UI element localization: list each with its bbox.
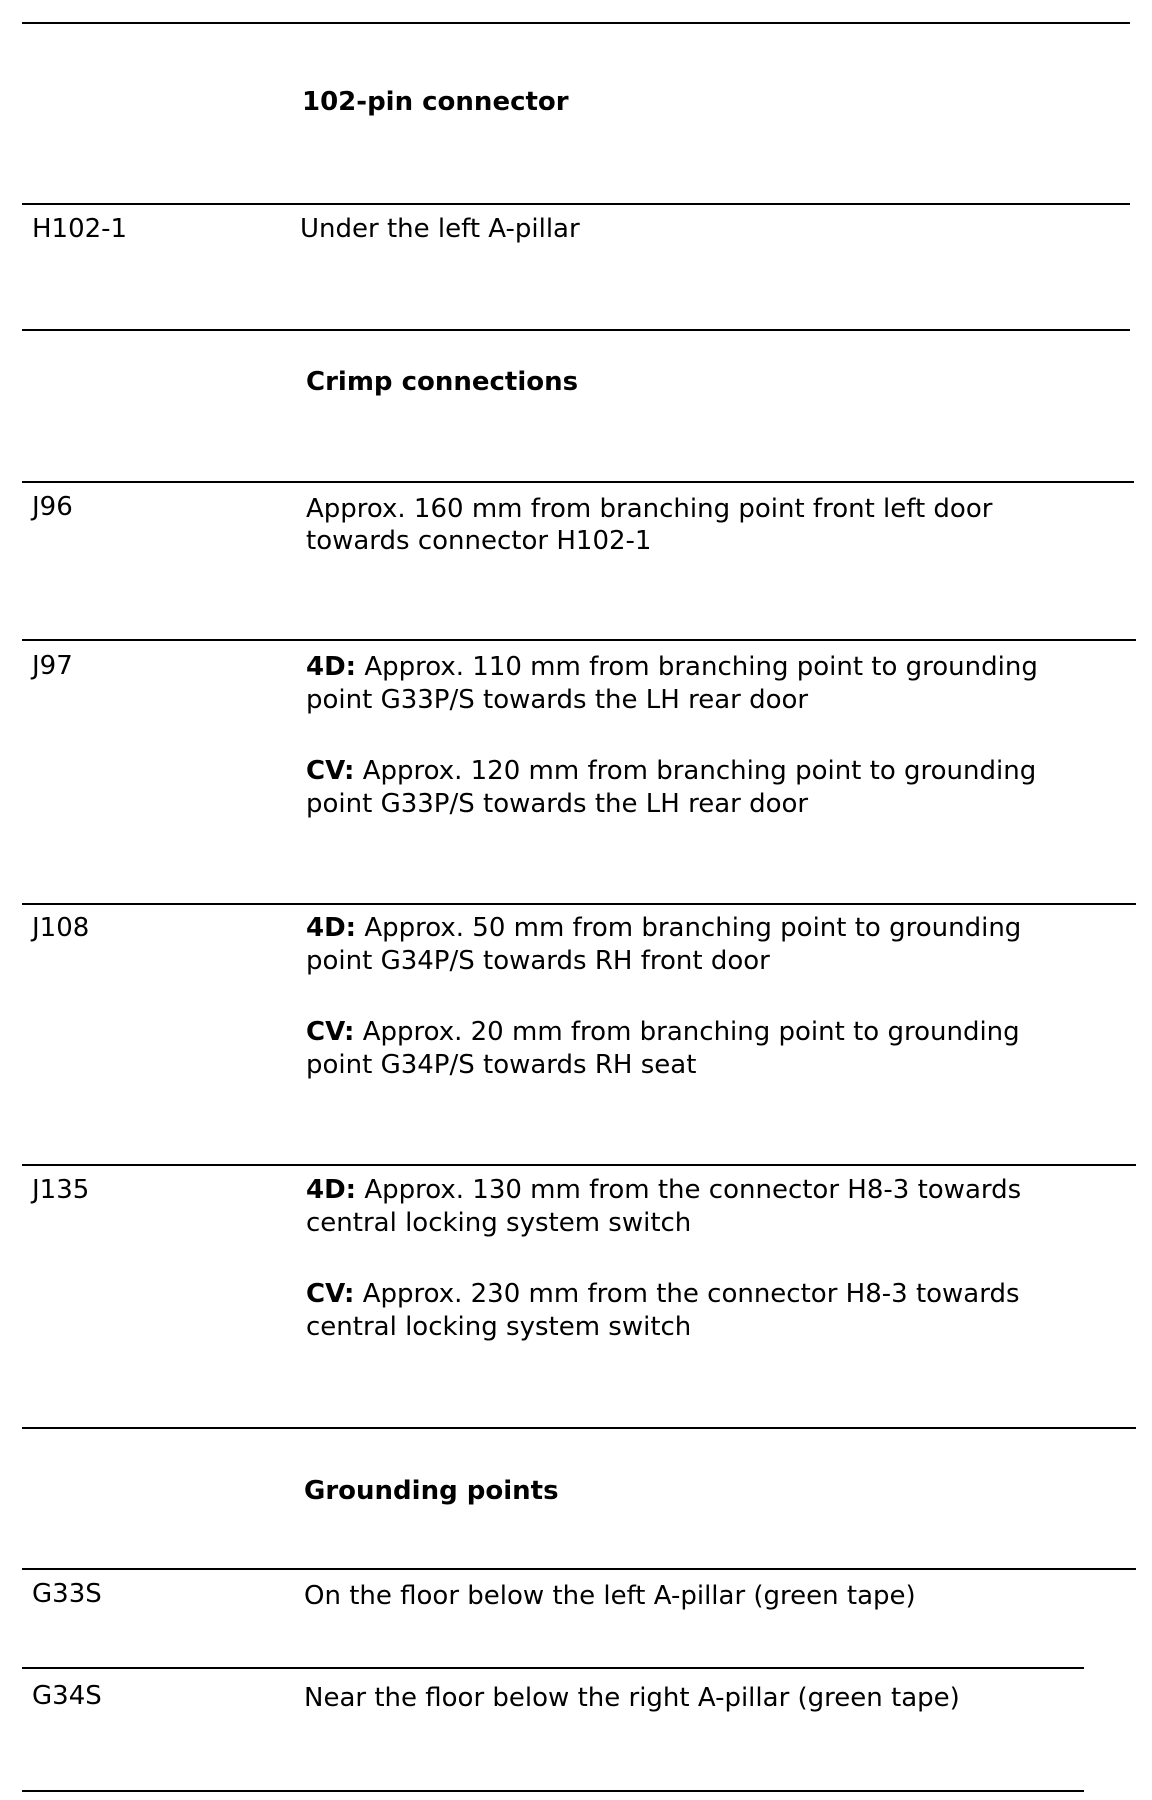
table-rule: [22, 1164, 1136, 1166]
table-rule: [22, 1427, 1136, 1429]
row-code: J97: [32, 651, 73, 681]
row-description-line: point G33P/S towards the LH rear door: [306, 789, 809, 819]
variant-text: Approx. 50 mm from branching point to grounding: [356, 913, 1022, 943]
variant-text: Approx. 230 mm from the connector H8-3 towards: [354, 1279, 1020, 1309]
row-code: G33S: [32, 1579, 102, 1609]
row-description-line: point G34P/S towards RH front door: [306, 946, 770, 976]
variant-text: Approx. 120 mm from branching point to grounding: [354, 756, 1037, 786]
row-description-line: Approx. 160 mm from branching point front left door: [306, 494, 993, 524]
variant-text: Approx. 20 mm from branching point to grounding: [354, 1017, 1020, 1047]
row-description-line: [306, 1016, 1020, 1049]
table-rule: [22, 1667, 1084, 1669]
row-description-line: [306, 1278, 1020, 1311]
row-description: Under the left A-pillar: [300, 214, 580, 244]
row-code: H102-1: [32, 214, 128, 244]
section-heading: 102-pin connector: [302, 87, 569, 117]
row-code: J108: [32, 913, 90, 943]
variant-label: CV:: [306, 1017, 355, 1047]
row-description-line: towards connector H102-1: [306, 526, 652, 556]
table-rule: [22, 1790, 1084, 1792]
row-code: G34S: [32, 1681, 102, 1711]
variant-label: 4D:: [306, 652, 357, 682]
table-rule: [22, 203, 1130, 205]
variant-label: CV:: [306, 1279, 355, 1309]
variant-label: 4D:: [306, 1175, 357, 1205]
variant-text: Approx. 110 mm from branching point to grounding: [356, 652, 1038, 682]
row-description-line: point G33P/S towards the LH rear door: [306, 685, 809, 715]
table-rule: [22, 639, 1136, 641]
table-rule: [22, 481, 1134, 483]
variant-text: Approx. 130 mm from the connector H8-3 towards: [356, 1175, 1022, 1205]
table-rule: [22, 903, 1136, 905]
row-description: Near the floor below the right A-pillar (green tape): [304, 1683, 960, 1713]
row-description-line: point G34P/S towards RH seat: [306, 1050, 697, 1080]
row-description-line: [306, 1174, 1021, 1207]
row-description-line: [306, 912, 1021, 945]
row-description-line: central locking system switch: [306, 1312, 692, 1342]
section-heading: Crimp connections: [306, 367, 579, 397]
table-rule: [22, 22, 1130, 24]
section-heading: Grounding points: [304, 1476, 559, 1506]
table-rule: [22, 329, 1130, 331]
row-description: On the floor below the left A-pillar (green tape): [304, 1581, 916, 1611]
table-rule: [22, 1568, 1136, 1570]
variant-label: CV:: [306, 756, 355, 786]
variant-label: 4D:: [306, 913, 357, 943]
row-description-line: [306, 651, 1038, 684]
row-description-line: central locking system switch: [306, 1208, 692, 1238]
row-description-line: [306, 755, 1036, 788]
row-code: J135: [32, 1175, 90, 1205]
row-code: J96: [32, 492, 73, 522]
